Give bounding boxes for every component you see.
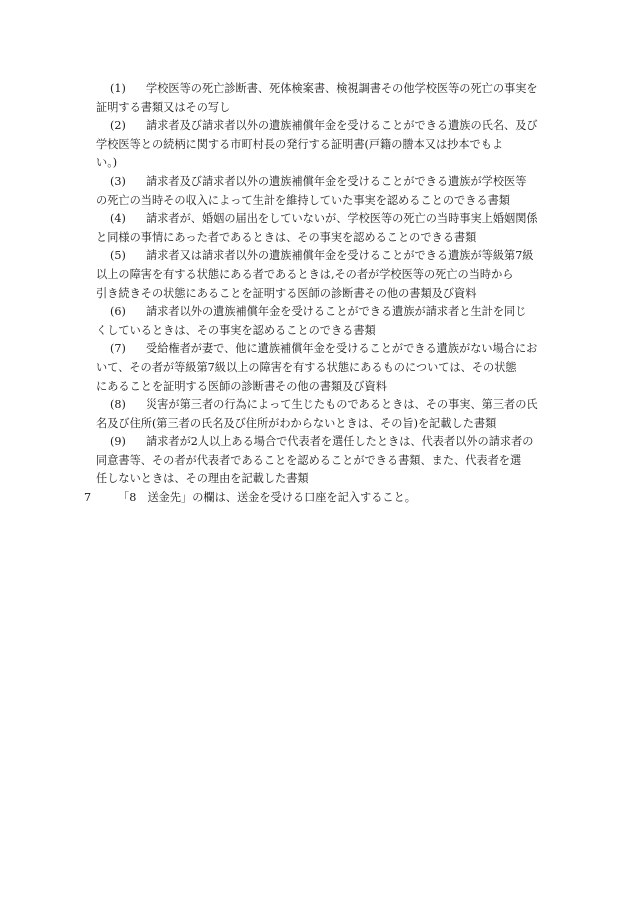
list-item-line [96, 266, 556, 285]
list-item-line [96, 136, 556, 155]
list-item-number: (3) [110, 174, 126, 188]
list-item [96, 117, 556, 173]
list-item-line [96, 415, 556, 434]
list-item-text: 請求者又は請求者以外の遺族補償年金を受けることができる遺族が等級第7級 [146, 249, 534, 263]
list-item-number: (2) [110, 119, 126, 133]
list-item-first-line [96, 80, 556, 99]
attachment-list [96, 80, 556, 489]
list-item-text: 受給権者が妻で、他に遺族補償年金を受けることができる遺族がない場合にお [146, 342, 538, 356]
list-item-line [96, 452, 556, 471]
list-item-text: 同意書等、その者が代表者であることを認めることができる書類、また、代表者を選 [96, 453, 522, 467]
list-item-text: い。) [96, 156, 118, 170]
section-7 [84, 489, 556, 508]
section-7-number: 7 [84, 491, 92, 505]
list-item-number: (4) [110, 212, 126, 226]
list-item-first-line [96, 396, 556, 415]
list-item-text: 請求者及び請求者以外の遺族補償年金を受けることができる遺族が学校医等 [146, 174, 527, 188]
list-item-text: 請求者が、婚姻の届出をしていないが、学校医等の死亡の当時事実上婚姻関係 [146, 212, 538, 226]
list-item-line [96, 192, 556, 211]
section-7-text: 「8 送金先」の欄は、送金を受ける口座を記入すること。 [118, 491, 416, 505]
list-item-line [96, 378, 556, 397]
list-item [96, 396, 556, 433]
list-item-number: (1) [110, 82, 126, 95]
list-item-text: 災害が第三者の行為によって生じたものであるときは、その事実、第三者の氏 [146, 398, 538, 412]
list-item-text: いて、その者が等級第7級以上の障害を有する状態にあるものについては、その状態 [96, 360, 517, 374]
list-item-first-line [96, 303, 556, 322]
list-item-first-line [96, 173, 556, 192]
list-item-number: (7) [110, 342, 126, 356]
list-item-number: (5) [110, 249, 126, 263]
list-item-line [96, 99, 556, 118]
list-item-number: (9) [110, 435, 126, 449]
list-item [96, 210, 556, 247]
list-item-number: (8) [110, 398, 126, 412]
list-item [96, 340, 556, 396]
list-item [96, 303, 556, 340]
list-item-first-line [96, 247, 556, 266]
list-item-line [96, 359, 556, 378]
list-item [96, 173, 556, 210]
list-item-text: 請求者が2人以上ある場合で代表者を選任したときは、代表者以外の請求者の [146, 435, 534, 449]
list-item-text: 学校医等の死亡診断書、死体検案書、検視調書その他学校医等の死亡の事実を [146, 82, 538, 95]
list-item-text: 請求者以外の遺族補償年金を受けることができる遺族が請求者と生計を同じ [146, 305, 527, 319]
list-item-text: くしているときは、その事実を認めることのできる書類 [96, 323, 376, 337]
list-item [96, 433, 556, 489]
list-item [96, 80, 556, 117]
list-item-line [96, 154, 556, 173]
list-item-text: 名及び住所(第三者の氏名及び住所がわからないときは、その旨)を記載した書類 [96, 416, 497, 430]
list-item-text: の死亡の当時その収入によって生計を維持していた事実を認めることのできる書類 [96, 193, 510, 207]
list-item-text: 学校医等との続柄に関する市町村長の発行する証明書(戸籍の謄本又は抄本でもよ [96, 137, 504, 151]
list-item-line [96, 229, 556, 248]
list-item-text: にあることを証明する医師の診断書その他の書類及び資料 [96, 379, 387, 393]
list-item-text: 以上の障害を有する状態にある者であるときは,その者が学校医等の死亡の当時から [96, 267, 514, 281]
list-item [96, 247, 556, 303]
list-item-text: 証明する書類又はその写し [96, 100, 231, 114]
list-item-first-line [96, 340, 556, 359]
list-item-line [96, 285, 556, 304]
list-item-number: (6) [110, 305, 126, 319]
list-item-first-line [96, 117, 556, 136]
list-item-first-line [96, 210, 556, 229]
list-item-text: 引き続きその状態にあることを証明する医師の診断書その他の書類及び資料 [96, 286, 477, 300]
list-item-line [96, 470, 556, 489]
list-item-line [96, 322, 556, 341]
list-item-first-line [96, 433, 556, 452]
list-item-text: 請求者及び請求者以外の遺族補償年金を受けることができる遺族の氏名、及び [146, 119, 538, 133]
list-item-text: と同様の事情にあった者であるときは、その事実を認めることのできる書類 [96, 230, 477, 244]
document-body [84, 80, 556, 508]
list-item-text: 任しないときは、その理由を記載した書類 [96, 472, 309, 486]
